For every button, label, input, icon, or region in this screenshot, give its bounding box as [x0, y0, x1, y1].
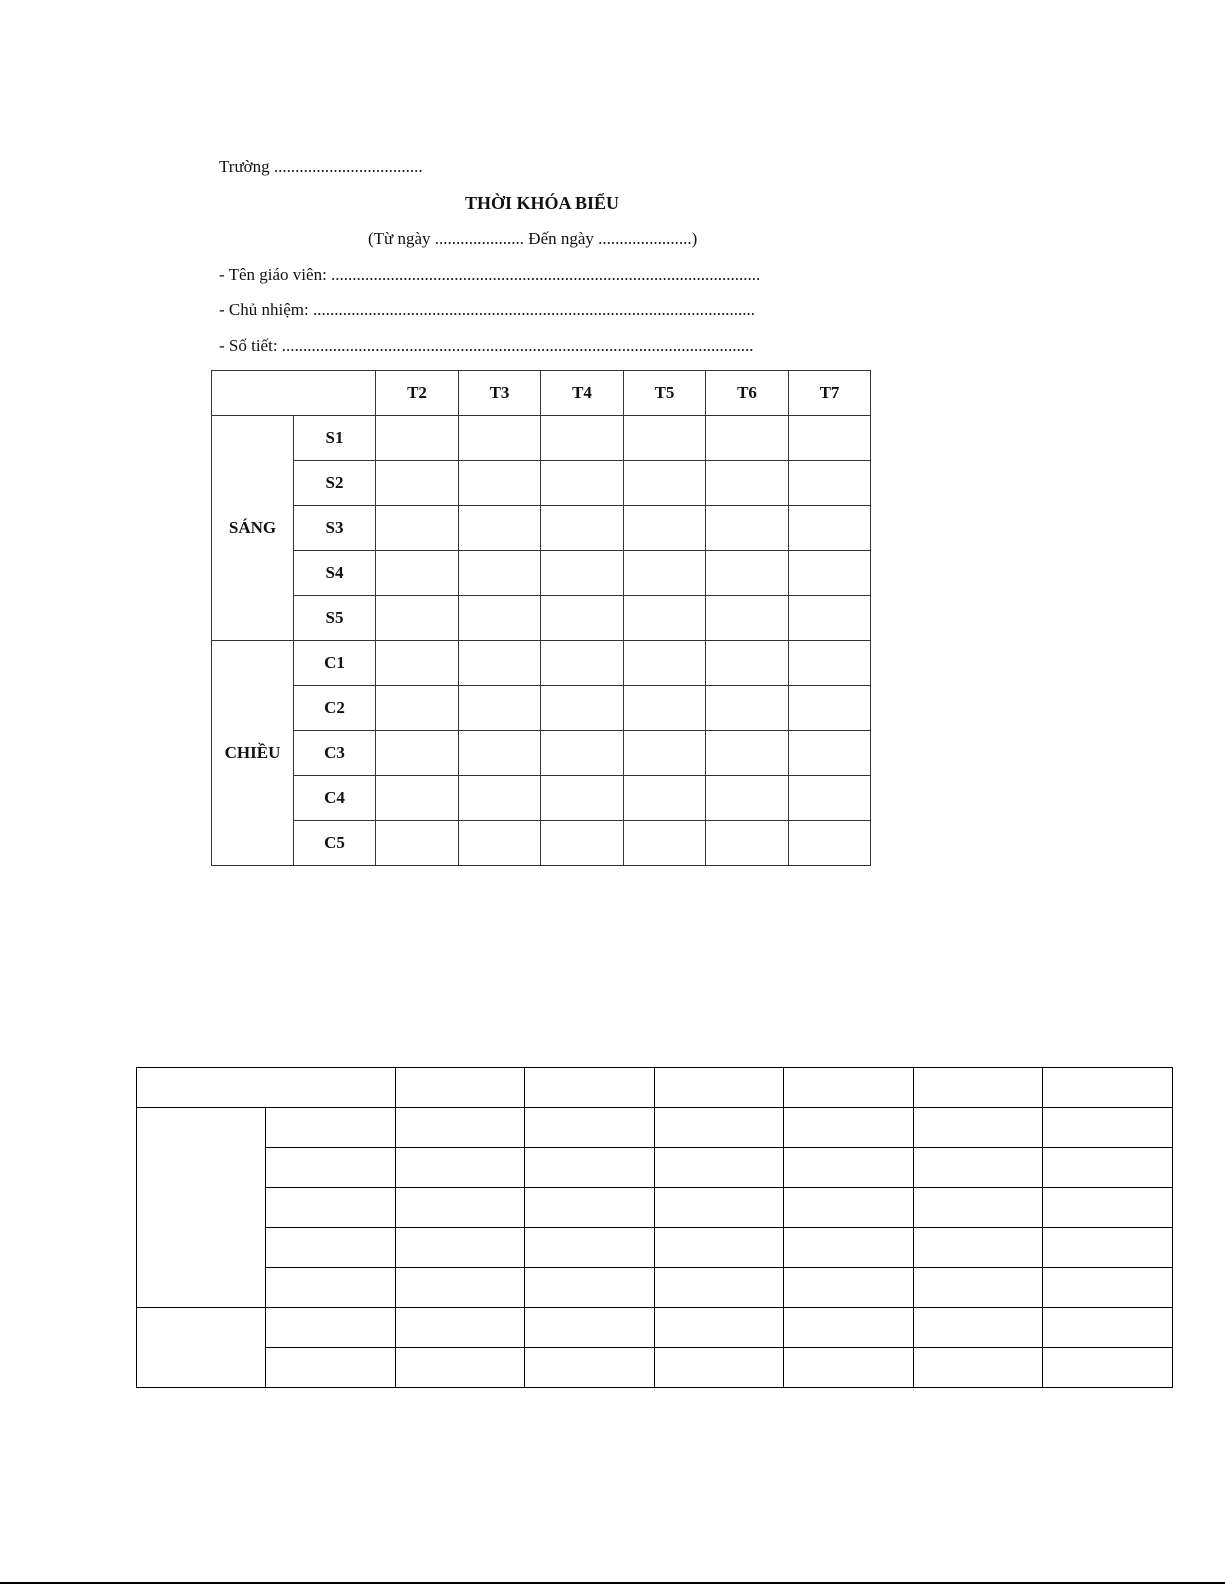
- blank-cell[interactable]: [784, 1348, 914, 1388]
- schedule-cell[interactable]: [624, 731, 706, 776]
- blank-cell[interactable]: [1043, 1188, 1173, 1228]
- blank-cell[interactable]: [525, 1308, 655, 1348]
- schedule-cell[interactable]: [459, 506, 541, 551]
- blank-timetable: [136, 1067, 1173, 1388]
- schedule-cell[interactable]: [459, 596, 541, 641]
- schedule-cell[interactable]: [541, 686, 624, 731]
- table-row: [212, 506, 871, 551]
- blank-cell[interactable]: [266, 1228, 396, 1268]
- table-row: [212, 416, 871, 461]
- period-label: S4: [294, 551, 376, 596]
- table-row: [212, 731, 871, 776]
- table-row: [137, 1268, 1173, 1308]
- table-row: [137, 1108, 1173, 1148]
- schedule-cell[interactable]: [624, 596, 706, 641]
- schedule-cell[interactable]: [624, 686, 706, 731]
- schedule-cell[interactable]: [789, 551, 871, 596]
- blank-cell[interactable]: [525, 1228, 655, 1268]
- blank-cell[interactable]: [914, 1068, 1043, 1108]
- schedule-cell[interactable]: [376, 596, 459, 641]
- blank-cell[interactable]: [266, 1188, 396, 1228]
- schedule-cell[interactable]: [706, 461, 789, 506]
- table-row: [137, 1188, 1173, 1228]
- blank-cell[interactable]: [784, 1108, 914, 1148]
- day-header: T7: [789, 371, 871, 416]
- blank-cell[interactable]: [655, 1188, 784, 1228]
- schedule-cell[interactable]: [706, 596, 789, 641]
- school-line: Trường ...................................: [219, 157, 423, 176]
- blank-cell[interactable]: [655, 1148, 784, 1188]
- session-label-morning: SÁNG: [212, 416, 294, 641]
- schedule-cell[interactable]: [706, 731, 789, 776]
- schedule-cell[interactable]: [541, 731, 624, 776]
- schedule-cell[interactable]: [624, 551, 706, 596]
- blank-cell[interactable]: [655, 1308, 784, 1348]
- period-label: C2: [294, 686, 376, 731]
- blank-cell[interactable]: [396, 1308, 525, 1348]
- blank-cell[interactable]: [784, 1308, 914, 1348]
- table-row: [137, 1308, 1173, 1348]
- timetable: [211, 370, 871, 866]
- day-header: T6: [706, 371, 789, 416]
- schedule-cell[interactable]: [376, 686, 459, 731]
- schedule-cell[interactable]: [376, 461, 459, 506]
- blank-cell[interactable]: [396, 1228, 525, 1268]
- day-header: T2: [376, 371, 459, 416]
- period-label: S1: [294, 416, 376, 461]
- blank-cell[interactable]: [914, 1188, 1043, 1228]
- schedule-cell[interactable]: [706, 776, 789, 821]
- blank-cell[interactable]: [1043, 1228, 1173, 1268]
- period-label: S3: [294, 506, 376, 551]
- blank-cell[interactable]: [1043, 1308, 1173, 1348]
- blank-cell[interactable]: [525, 1348, 655, 1388]
- blank-cell[interactable]: [396, 1068, 525, 1108]
- table-row: [137, 1068, 1173, 1108]
- blank-cell[interactable]: [914, 1108, 1043, 1148]
- teacher-name-line: - Tên giáo viên: .....................................................................................................: [219, 265, 761, 284]
- blank-cell[interactable]: [784, 1188, 914, 1228]
- schedule-cell[interactable]: [541, 551, 624, 596]
- period-label: C4: [294, 776, 376, 821]
- blank-cell[interactable]: [396, 1148, 525, 1188]
- blank-cell[interactable]: [1043, 1068, 1173, 1108]
- blank-cell[interactable]: [525, 1188, 655, 1228]
- table-row: [212, 641, 871, 686]
- blank-cell[interactable]: [914, 1348, 1043, 1388]
- table-row: [212, 821, 871, 866]
- table-row: [212, 461, 871, 506]
- schedule-cell[interactable]: [459, 641, 541, 686]
- table-row: [212, 596, 871, 641]
- schedule-cell[interactable]: [541, 596, 624, 641]
- table-row: [137, 1348, 1173, 1388]
- schedule-cell[interactable]: [541, 416, 624, 461]
- blank-cell[interactable]: [266, 1148, 396, 1188]
- schedule-cell[interactable]: [624, 776, 706, 821]
- schedule-cell[interactable]: [541, 506, 624, 551]
- schedule-cell[interactable]: [459, 416, 541, 461]
- schedule-cell[interactable]: [376, 821, 459, 866]
- schedule-cell[interactable]: [459, 551, 541, 596]
- blank-cell[interactable]: [396, 1348, 525, 1388]
- period-label: C3: [294, 731, 376, 776]
- schedule-cell[interactable]: [789, 596, 871, 641]
- schedule-cell[interactable]: [376, 506, 459, 551]
- blank-cell[interactable]: [1043, 1348, 1173, 1388]
- blank-cell[interactable]: [914, 1268, 1043, 1308]
- schedule-cell[interactable]: [624, 506, 706, 551]
- timetable-header-row: [212, 371, 871, 416]
- schedule-cell[interactable]: [789, 461, 871, 506]
- blank-cell[interactable]: [525, 1268, 655, 1308]
- table-row: [212, 776, 871, 821]
- schedule-cell[interactable]: [459, 461, 541, 506]
- blank-cell[interactable]: [396, 1268, 525, 1308]
- schedule-cell[interactable]: [789, 731, 871, 776]
- blank-cell[interactable]: [784, 1068, 914, 1108]
- schedule-cell[interactable]: [624, 821, 706, 866]
- schedule-cell[interactable]: [376, 776, 459, 821]
- period-label: C1: [294, 641, 376, 686]
- schedule-cell[interactable]: [624, 461, 706, 506]
- period-label: S2: [294, 461, 376, 506]
- day-header: T4: [541, 371, 624, 416]
- schedule-cell[interactable]: [459, 731, 541, 776]
- schedule-cell[interactable]: [789, 416, 871, 461]
- schedule-cell[interactable]: [541, 641, 624, 686]
- blank-cell[interactable]: [525, 1148, 655, 1188]
- blank-cell[interactable]: [525, 1068, 655, 1108]
- blank-cell[interactable]: [914, 1228, 1043, 1268]
- schedule-cell[interactable]: [706, 416, 789, 461]
- blank-cell[interactable]: [266, 1308, 396, 1348]
- schedule-cell[interactable]: [376, 551, 459, 596]
- blank-cell[interactable]: [655, 1268, 784, 1308]
- blank-cell[interactable]: [266, 1348, 396, 1388]
- blank-cell[interactable]: [1043, 1148, 1173, 1188]
- schedule-cell[interactable]: [541, 776, 624, 821]
- blank-cell[interactable]: [914, 1148, 1043, 1188]
- blank-cell[interactable]: [266, 1268, 396, 1308]
- blank-cell[interactable]: [784, 1268, 914, 1308]
- blank-cell[interactable]: [784, 1228, 914, 1268]
- blank-cell[interactable]: [1043, 1268, 1173, 1308]
- schedule-cell[interactable]: [376, 731, 459, 776]
- blank-cell: [137, 1108, 266, 1308]
- period-label: C5: [294, 821, 376, 866]
- schedule-cell[interactable]: [789, 776, 871, 821]
- schedule-cell[interactable]: [459, 821, 541, 866]
- schedule-cell[interactable]: [789, 686, 871, 731]
- corner-cell: [212, 371, 376, 416]
- blank-cell: [137, 1068, 396, 1108]
- periods-line: - Số tiết: ...............................................................................................................: [219, 336, 754, 355]
- schedule-cell[interactable]: [706, 821, 789, 866]
- schedule-cell[interactable]: [624, 641, 706, 686]
- schedule-cell[interactable]: [706, 506, 789, 551]
- schedule-cell[interactable]: [541, 821, 624, 866]
- blank-cell[interactable]: [784, 1148, 914, 1188]
- schedule-cell[interactable]: [789, 506, 871, 551]
- period-label: S5: [294, 596, 376, 641]
- schedule-cell[interactable]: [459, 776, 541, 821]
- schedule-cell[interactable]: [706, 641, 789, 686]
- table-row: [137, 1228, 1173, 1268]
- page-title: THỜI KHÓA BIỂU: [465, 193, 620, 213]
- blank-cell[interactable]: [396, 1108, 525, 1148]
- table-row: [137, 1148, 1173, 1188]
- page-bottom-rule: [0, 1582, 1225, 1584]
- schedule-cell[interactable]: [376, 416, 459, 461]
- blank-cell[interactable]: [655, 1228, 784, 1268]
- blank-cell[interactable]: [1043, 1108, 1173, 1148]
- table-row: [212, 686, 871, 731]
- blank-cell[interactable]: [655, 1068, 784, 1108]
- schedule-cell[interactable]: [459, 686, 541, 731]
- blank-cell[interactable]: [655, 1108, 784, 1148]
- schedule-cell[interactable]: [789, 821, 871, 866]
- day-header: T5: [624, 371, 706, 416]
- blank-cell[interactable]: [655, 1348, 784, 1388]
- schedule-cell[interactable]: [624, 416, 706, 461]
- day-header: T3: [459, 371, 541, 416]
- schedule-cell[interactable]: [706, 551, 789, 596]
- schedule-cell[interactable]: [789, 641, 871, 686]
- blank-cell[interactable]: [266, 1108, 396, 1148]
- blank-cell: [137, 1308, 266, 1388]
- blank-cell[interactable]: [396, 1188, 525, 1228]
- homeroom-line: - Chủ nhiệm: ........................................................................................................: [219, 300, 755, 319]
- blank-cell[interactable]: [525, 1108, 655, 1148]
- blank-cell[interactable]: [914, 1308, 1043, 1348]
- schedule-cell[interactable]: [376, 641, 459, 686]
- session-label-afternoon: CHIỀU: [212, 641, 294, 866]
- date-range-line: (Từ ngày ..................... Đến ngày ......................): [368, 229, 698, 248]
- schedule-cell[interactable]: [541, 461, 624, 506]
- schedule-cell[interactable]: [706, 686, 789, 731]
- table-row: [212, 551, 871, 596]
